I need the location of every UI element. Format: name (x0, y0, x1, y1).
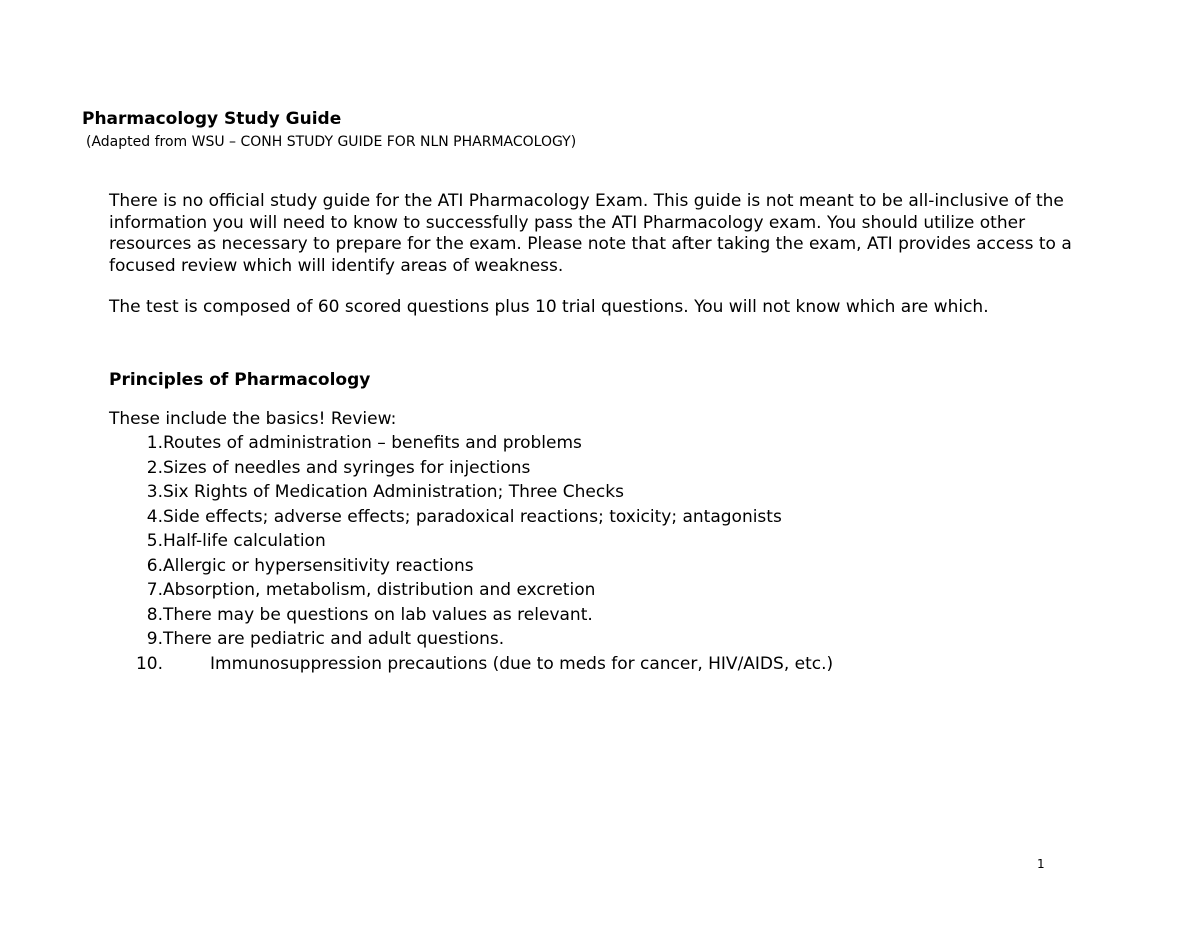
list-item-text: There may be questions on lab values as relevant. (163, 604, 593, 625)
document-subtitle: (Adapted from WSU – CONH STUDY GUIDE FOR NLN PHARMACOLOGY) (86, 134, 577, 150)
list-item (109, 555, 474, 581)
list-item (109, 531, 326, 556)
list-item-text: Sizes of needles and syringes for injections (163, 457, 531, 478)
list-item (109, 482, 624, 507)
list-item (109, 629, 505, 654)
list-item-number: 5. (146, 531, 163, 551)
page-number: 1 (1037, 857, 1045, 871)
list-item-number: 6. (146, 555, 163, 576)
list-item-number: 3. (146, 482, 163, 502)
list-item (109, 506, 782, 532)
document-title: Pharmacology Study Guide (82, 109, 342, 129)
list-item (109, 653, 834, 679)
list-item-number: 2. (146, 457, 163, 478)
list-item-text: Immunosuppression precautions (due to meds for cancer, HIV/AIDS, etc.) (210, 653, 834, 674)
list-item-text: Side effects; adverse effects; paradoxical reactions; toxicity; antagonists (163, 506, 782, 527)
list-item-number: 7. (146, 580, 163, 600)
list-item-number: 8. (146, 604, 163, 625)
list-item (109, 457, 531, 483)
list-item-text: Half-life calculation (163, 531, 326, 551)
list-item-number: 1. (146, 433, 163, 453)
list-item-text: Routes of administration – benefits and problems (163, 433, 582, 453)
list-item-text: Absorption, metabolism, distribution and excretion (163, 580, 596, 600)
review-list (109, 433, 834, 678)
list-item-text: Six Rights of Medication Administration; Three Checks (163, 482, 624, 502)
section-intro: These include the basics! Review: (109, 409, 397, 429)
intro-paragraph: There is no official study guide for the ATI Pharmacology Exam. This guide is not meant to be all-inclusive of the information you will need to know to successfully pass the ATI Pharmacology exam. You should utilize other resources as necessary to prepare for the exam. Please note that after taking the exam, ATI provides access to a focused review which will identify areas of weakness. (109, 191, 1072, 276)
list-item-text: There are pediatric and adult questions. (163, 629, 505, 649)
list-item-number: 4. (146, 506, 163, 527)
list-item-text: Allergic or hypersensitivity reactions (163, 555, 474, 576)
test-info-paragraph: The test is composed of 60 scored questions plus 10 trial questions. You will not know which are which. (109, 297, 989, 317)
section-heading: Principles of Pharmacology (109, 370, 371, 390)
list-item (109, 604, 593, 630)
list-item (109, 433, 582, 458)
list-item-number: 9. (146, 629, 163, 649)
list-item (109, 580, 596, 605)
list-item-number: 10. (135, 653, 163, 674)
